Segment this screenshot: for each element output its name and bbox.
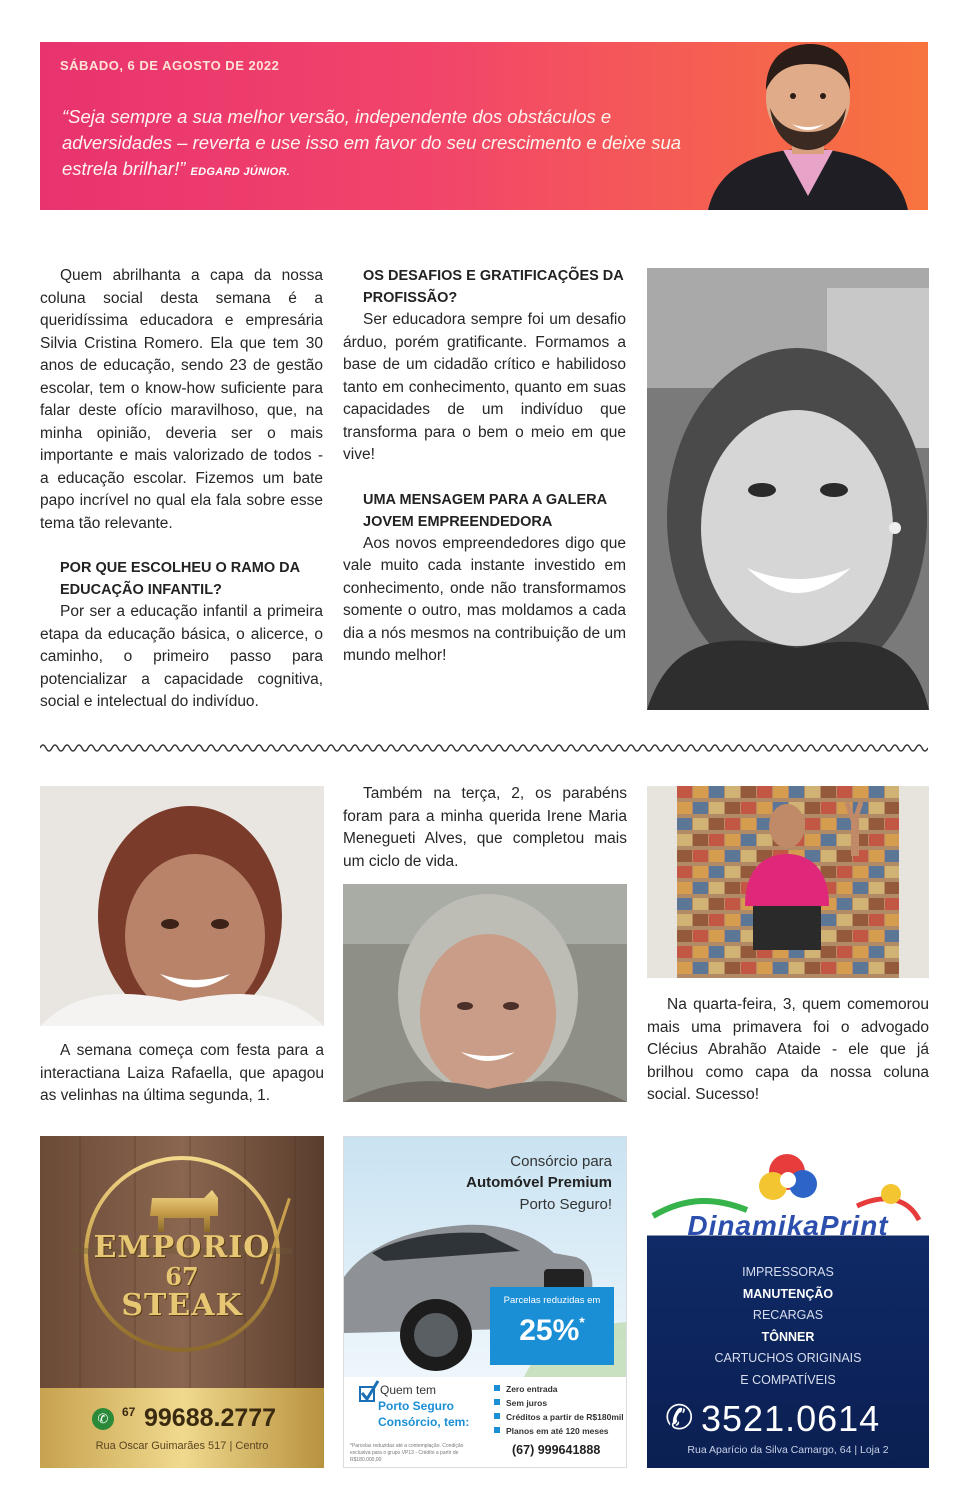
section-divider — [40, 738, 928, 758]
quote-author: EDGARD JÚNIOR. — [190, 166, 291, 178]
consorcio-brand-1: Porto Seguro — [378, 1399, 455, 1413]
emporio-line1: EMPORIO — [93, 1230, 271, 1265]
caption-irene-block — [343, 783, 627, 873]
ad-dinamika-print[interactable] — [647, 1136, 929, 1468]
service-item: TÔNNER — [761, 1329, 815, 1344]
header-quote — [62, 104, 682, 185]
service-item: CARTUCHOS ORIGINAIS — [714, 1351, 862, 1365]
feature-item: Créditos a partir de R$180mil — [506, 1412, 624, 1422]
answer-1: Por ser a educação infantil a primeira etapa da educação básica, o alicerce, o caminho, o primeiro passo para potencializar a capacidade cognitiva, social e intelectual do indivíduo. — [40, 603, 323, 710]
caption-laiza: A semana começa com festa para a interactiana Laiza Rafaella, que apagou as velinhas na última segunda, 1. — [40, 1042, 324, 1104]
service-item: E COMPATÍVEIS — [740, 1372, 836, 1387]
photo-irene — [343, 884, 627, 1102]
question-heading-1: POR QUE ESCOLHEU O RAMO DA EDUCAÇÃO INFANTIL? — [60, 560, 300, 598]
service-item: MANUTENÇÃO — [742, 1286, 834, 1301]
consorcio-title-1: Consórcio para — [510, 1153, 612, 1170]
answer-3: Aos novos empreendedores digo que vale muito cada instante investido em conhecimento, onde não transformamos somente o outro, mas moldamos a cada dia a nós mesmos na contribuição de um mundo melhor! — [343, 534, 626, 664]
feature-item: Zero entrada — [506, 1384, 558, 1394]
dinamika-services — [647, 1262, 929, 1391]
service-item: IMPRESSORAS — [742, 1265, 834, 1279]
feature-item: Sem juros — [506, 1398, 548, 1408]
consorcio-title-2: Automóvel Premium — [466, 1174, 612, 1191]
caption-clecius-block — [647, 994, 929, 1107]
ad-consorcio-porto[interactable] — [343, 1136, 627, 1468]
badge-value: 25% — [519, 1314, 580, 1347]
consorcio-brand-2: Consórcio, tem: — [378, 1415, 470, 1429]
dinamika-address: Rua Aparício da Silva Camargo, 64 | Loja 2 — [687, 1444, 889, 1456]
article-column-2 — [343, 265, 626, 668]
service-item: RECARGAS — [752, 1308, 824, 1322]
consorcio-quem-tem: Quem tem — [380, 1383, 437, 1397]
column-date: SÁBADO, 6 DE AGOSTO DE 2022 — [60, 58, 280, 73]
phone-icon: ✆ — [665, 1399, 694, 1437]
header-banner — [40, 42, 928, 210]
consorcio-disclaimer: *Parcelas reduzidas até a contemplação. Condição exclusiva para o grupo VP13 - Crédito a partir de R$180.000,00 — [350, 1443, 464, 1463]
emporio-line2: 67 — [165, 1262, 199, 1291]
emporio-phone-ddd: 67 — [122, 1405, 136, 1419]
caption-clecius: Na quarta-feira, 3, quem comemorou mais uma primavera foi o advogado Clécius Abrahão Ataide - ele que já brilhou como capa da nossa coluna social. Sucesso! — [647, 996, 929, 1103]
badge-label: Parcelas reduzidas em — [503, 1295, 601, 1306]
photo-clecius — [647, 786, 929, 978]
article-intro: Quem abrilhanta a capa da nossa coluna social desta semana é a queridíssima educadora e empresária Silvia Cristina Romero. Ela que tem 30 anos de educação, sendo 23 de gestão escolar, tem o know-how suficiente para falar deste ofício maravilhoso, que, na minha opinião, deveria ser o mais importante e mais valorizado de todos - a educação escolar. Fizemos um bate papo incrível no qual ela fala sobre esse tema tão relevante. — [40, 267, 323, 532]
photo-laiza — [40, 786, 324, 1026]
emporio-phone[interactable]: 99688.2777 — [144, 1404, 277, 1432]
badge-mark: * — [579, 1314, 585, 1330]
consorcio-title-3: Porto Seguro! — [519, 1196, 612, 1213]
answer-2: Ser educadora sempre foi um desafio árduo, porém gratificante. Formamos a base de um cidadão crítico e habilidoso tanto em conhecimento, quanto em suas capacidades de um indivíduo que transforma para o bem o meio em que vive! — [343, 311, 626, 463]
consorcio-discount-badge — [490, 1287, 614, 1365]
columnist-photo — [688, 42, 928, 210]
consorcio-features — [506, 1382, 624, 1438]
ad-emporio-steak[interactable] — [40, 1136, 324, 1468]
caption-irene: Também na terça, 2, os parabéns foram para a minha querida Irene Maria Menegueti Alves, que completou mais um ciclo de vida. — [343, 785, 627, 870]
question-heading-3: UMA MENSAGEM PARA A GALERA JOVEM EMPREENDEDORA — [363, 491, 607, 530]
whatsapp-icon: ✆ — [92, 1408, 114, 1430]
cover-photo-silvia — [647, 268, 929, 710]
question-heading-2: OS DESAFIOS E GRATIFICAÇÕES DA PROFISSÃO? — [363, 268, 624, 306]
article-column-1 — [40, 265, 323, 714]
feature-item: Planos em até 120 meses — [506, 1426, 609, 1436]
dinamika-brand: DinamikaPrint — [687, 1210, 889, 1241]
caption-laiza-block — [40, 1040, 324, 1108]
emporio-address: Rua Oscar Guimarães 517 | Centro — [95, 1440, 269, 1452]
emporio-contact-bar — [40, 1388, 324, 1468]
quote-text: “Seja sempre a sua melhor versão, independente dos obstáculos e adversidades – reverta e use isso em favor do seu crescimento e deixe sua estrela brilhar!” — [62, 106, 682, 179]
consorcio-phone[interactable]: (67) 999641888 — [512, 1443, 601, 1457]
emporio-line3: STEAK — [121, 1288, 243, 1323]
dinamika-phone[interactable]: 3521.0614 — [701, 1398, 881, 1439]
